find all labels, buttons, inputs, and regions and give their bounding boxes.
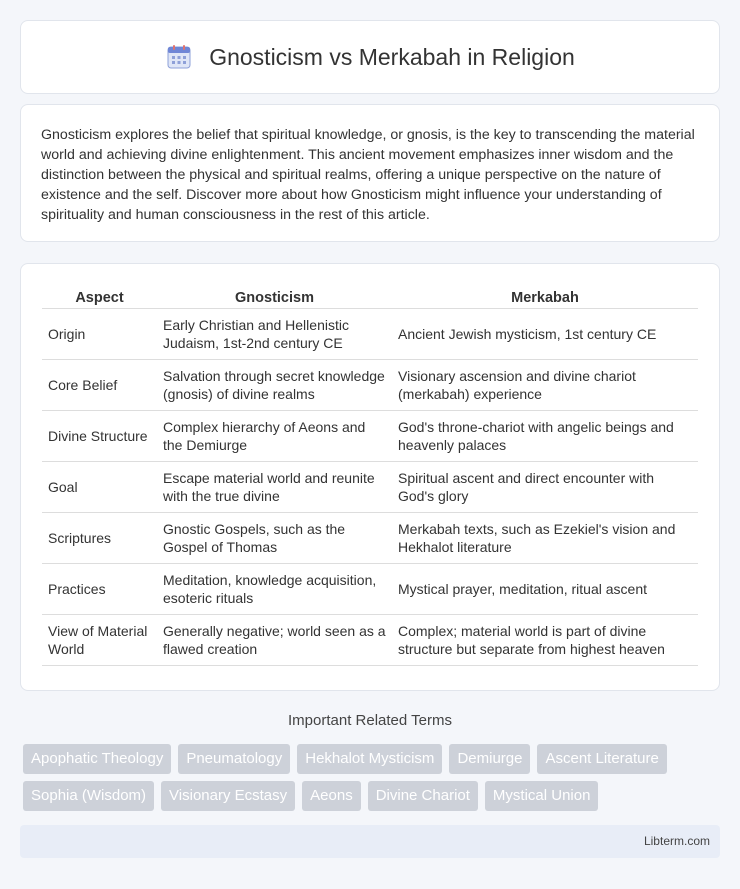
comparison-table — [42, 284, 698, 666]
term-tag[interactable]: Sophia (Wisdom) — [23, 781, 154, 811]
term-tag[interactable]: Ascent Literature — [537, 744, 666, 774]
table-row — [42, 462, 698, 513]
cell-gnosticism: Generally negative; world seen as a flawed creation — [157, 615, 392, 666]
table-header-row — [42, 284, 698, 309]
term-tag[interactable]: Mystical Union — [485, 781, 599, 811]
cell-merkabah: Ancient Jewish mysticism, 1st century CE — [392, 309, 698, 360]
term-tag[interactable]: Hekhalot Mysticism — [297, 744, 442, 774]
cell-gnosticism: Gnostic Gospels, such as the Gospel of Thomas — [157, 513, 392, 564]
cell-aspect: Goal — [42, 462, 157, 513]
term-tag[interactable]: Visionary Ecstasy — [161, 781, 295, 811]
cell-merkabah: Spiritual ascent and direct encounter with God's glory — [392, 462, 698, 513]
table-row — [42, 615, 698, 666]
cell-merkabah: Mystical prayer, meditation, ritual ascent — [392, 564, 698, 615]
term-tag[interactable]: Aeons — [302, 781, 361, 811]
cell-aspect: Practices — [42, 564, 157, 615]
term-tag[interactable]: Demiurge — [449, 744, 530, 774]
intro-card — [20, 104, 720, 242]
cell-merkabah: Merkabah texts, such as Ezekiel's vision and Hekhalot literature — [392, 513, 698, 564]
comparison-card — [20, 263, 720, 691]
table-row — [42, 513, 698, 564]
table-row — [42, 360, 698, 411]
related-terms-list — [23, 744, 723, 811]
header-merkabah: Merkabah — [392, 284, 698, 309]
table-row — [42, 309, 698, 360]
intro-paragraph: Gnosticism explores the belief that spiritual knowledge, or gnosis, is the key to transcending the material world and achieving divine enlightenment. This ancient movement emphasizes inner wisdom and the distinction between the physical and spiritual realms, offering a unique perspective on the nature of existence and the self. Discover more about how Gnosticism might influence your understanding of spirituality and human consciousness in the rest of this article. — [41, 127, 695, 223]
cell-merkabah: Visionary ascension and divine chariot (merkabah) experience — [392, 360, 698, 411]
page-title: Gnosticism vs Merkabah in Religion — [209, 43, 575, 70]
title-wrap — [165, 43, 575, 71]
related-terms-title: Important Related Terms — [288, 712, 452, 729]
term-tag[interactable]: Divine Chariot — [368, 781, 478, 811]
term-tag[interactable]: Pneumatology — [178, 744, 290, 774]
cell-gnosticism: Meditation, knowledge acquisition, esoteric rituals — [157, 564, 392, 615]
footer — [20, 825, 720, 858]
header-gnosticism: Gnosticism — [157, 284, 392, 309]
footer-site-link[interactable]: Libterm.com — [643, 834, 710, 848]
cell-aspect: Origin — [42, 309, 157, 360]
cell-merkabah: Complex; material world is part of divine structure but separate from highest heaven — [392, 615, 698, 666]
header-card — [20, 20, 720, 94]
term-tag[interactable]: Apophatic Theology — [23, 744, 171, 774]
header-aspect: Aspect — [42, 284, 157, 309]
cell-aspect: Scriptures — [42, 513, 157, 564]
cell-gnosticism: Early Christian and Hellenistic Judaism, 1st-2nd century CE — [157, 309, 392, 360]
table-row — [42, 411, 698, 462]
cell-gnosticism: Escape material world and reunite with the true divine — [157, 462, 392, 513]
cell-merkabah: God's throne-chariot with angelic beings and heavenly palaces — [392, 411, 698, 462]
table-row — [42, 564, 698, 615]
cell-gnosticism: Complex hierarchy of Aeons and the Demiurge — [157, 411, 392, 462]
cell-aspect: Divine Structure — [42, 411, 157, 462]
cell-gnosticism: Salvation through secret knowledge (gnosis) of divine realms — [157, 360, 392, 411]
calendar-icon — [165, 43, 193, 71]
cell-aspect: Core Belief — [42, 360, 157, 411]
cell-aspect: View of Material World — [42, 615, 157, 666]
